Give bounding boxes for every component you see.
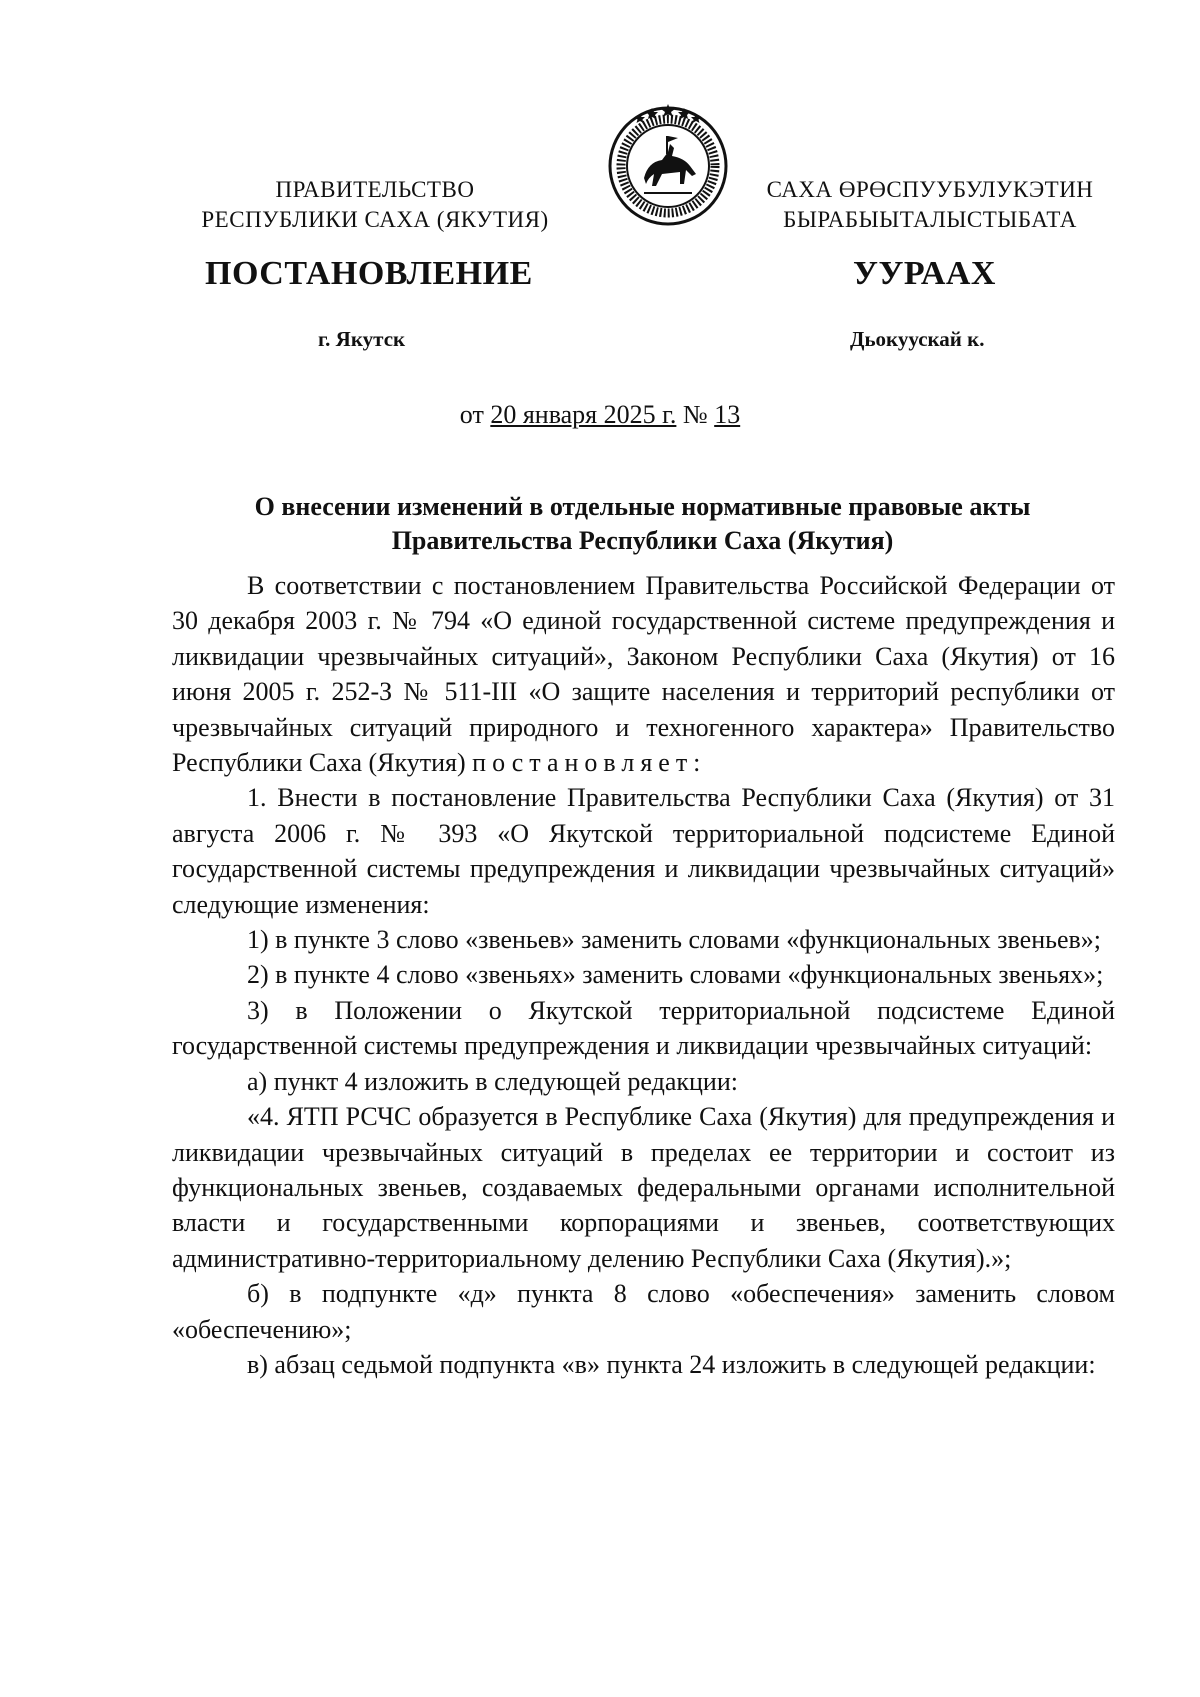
header-left-line1: ПРАВИТЕЛЬСТВО bbox=[275, 177, 475, 202]
paragraph-subitem-1: 1) в пункте 3 слово «звеньев» заменить словами «функциональных звеньев»; bbox=[247, 925, 1102, 955]
paragraph-subitem-b: б) в подпункте «д» пункта 8 слово «обеспечения» заменить словом «обеспечению»; bbox=[172, 1279, 1115, 1344]
paragraph-subitem-3: 3) в Положении о Якутской территориальной подсистеме Единой государственной системы предупреждения и ликвидации чрезвычайных ситуаций: bbox=[172, 995, 1115, 1061]
date-number-line bbox=[0, 400, 1200, 430]
resolves-word: постановляет: bbox=[472, 748, 707, 778]
header-left-block bbox=[175, 175, 575, 235]
header-left-line2: РЕСПУБЛИКИ САХА (ЯКУТИЯ) bbox=[201, 207, 549, 232]
paragraph-item-1: 1. Внести в постановление Правительства Республики Саха (Якутия) от 31 августа 2006 г. № 393 «О Якутской территориальной подсистеме Единой государственной системы предупреждения и ликвидации чрезвычайных ситуаций» следующие изменения: bbox=[172, 783, 1115, 919]
header-right-block bbox=[730, 175, 1130, 235]
paragraph-subitem-2: 2) в пункте 4 слово «звеньях» заменить словами «функциональных звеньях»; bbox=[247, 960, 1104, 990]
paragraph-preamble bbox=[172, 568, 1115, 780]
number-sign: № bbox=[676, 400, 715, 429]
document-body bbox=[172, 568, 1115, 1382]
city-ru: г. Якутск bbox=[318, 327, 406, 351]
header-right-line1: САХА ӨРӨСПУУБУЛУКЭТИН bbox=[766, 177, 1094, 202]
header-right-line2: БЫРАБЫЫТАЛЫСТЫБАТА bbox=[783, 207, 1077, 232]
title-line1: О внесении изменений в отдельные нормативные правовые акты bbox=[254, 492, 1031, 521]
date-prefix: от bbox=[459, 400, 491, 429]
preamble-text: В соответствии с постановлением Правительства Российской Федерации от 30 декабря 2003 г. № 794 «О единой государственной системе предупреждения и ликвидации чрезвычайных ситуаций», Законом Республики Саха (Якутия) от 16 июня 2005 г. 252-З № 511-III «О защите населения и территорий республики от чрезвычайных ситуаций природного и техногенного характера» Правительство Республики Саха (Якутия) bbox=[172, 571, 1115, 778]
title-line2: Правительства Республики Саха (Якутия) bbox=[391, 526, 894, 555]
paragraph-subitem-v: в) абзац седьмой подпункта «в» пункта 24 изложить в следующей редакции: bbox=[247, 1349, 1096, 1379]
document-date: 20 января 2025 г. bbox=[490, 400, 677, 429]
paragraph-subitem-a: а) пункт 4 изложить в следующей редакции: bbox=[247, 1066, 738, 1096]
paragraph-quoted-item-4: «4. ЯТП РСЧС образуется в Республике Саха (Якутия) для предупреждения и ликвидации чрезвычайных ситуаций в пределах ее территории и состоит из функциональных звеньев, создаваемых федеральными органами исполнительной власти и государственными корпорациями и звеньев, соответствующих административно-территориальному делению Республики Саха (Якутия).»; bbox=[172, 1102, 1115, 1273]
coat-of-arms-icon bbox=[604, 100, 732, 228]
city-sakha: Дьокуускай к. bbox=[850, 327, 985, 351]
document-title bbox=[170, 490, 1115, 558]
document-number: 13 bbox=[714, 400, 741, 429]
doc-type-ru: ПОСТАНОВЛЕНИЕ bbox=[205, 255, 533, 292]
doc-type-sakha: УУРААХ bbox=[853, 255, 996, 292]
